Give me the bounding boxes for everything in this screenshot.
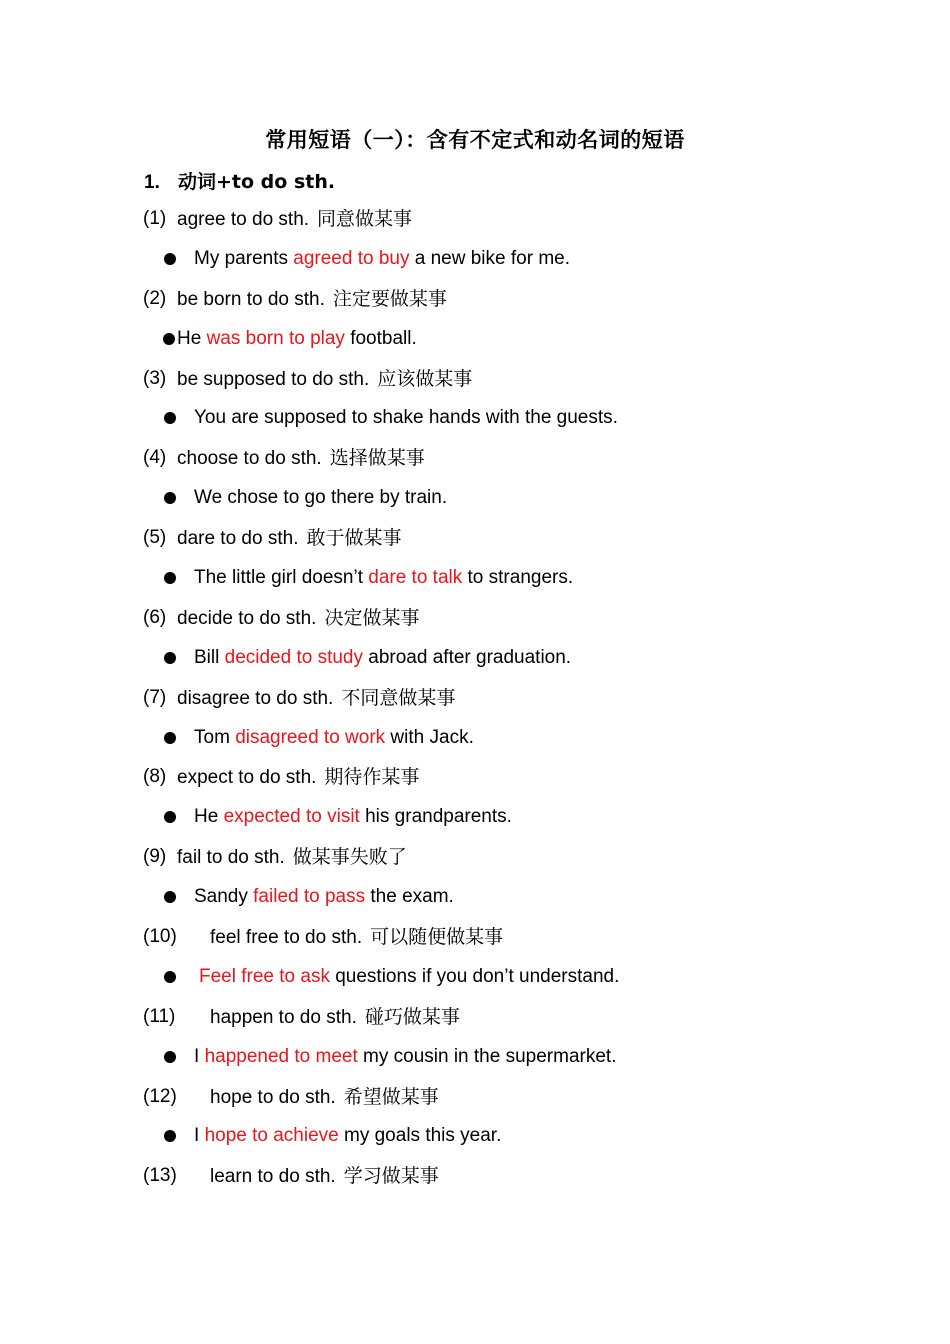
phrase-meaning: 不同意做某事	[341, 686, 456, 709]
highlighted-phrase: expected to visit	[223, 806, 360, 828]
phrase-text: hope to do sth.	[210, 1086, 336, 1108]
bullet-icon	[163, 333, 175, 345]
phrase-text: be supposed to do sth.	[177, 368, 370, 390]
phrase-text: be born to do sth.	[177, 288, 325, 310]
example-sentence: Feel free to ask questions if you don’t understand.	[0, 962, 950, 1002]
phrase-text: decide to do sth.	[177, 607, 317, 629]
phrase-item	[0, 1082, 950, 1122]
bullet-icon	[164, 652, 176, 664]
example-sentence: The little girl doesn’t dare to talk to strangers.	[0, 563, 950, 603]
phrase-item	[0, 204, 950, 244]
item-number: (10)	[143, 926, 177, 948]
phrase-item	[0, 1002, 950, 1042]
highlighted-phrase: was born to play	[206, 327, 345, 349]
bullet-icon	[164, 891, 176, 903]
highlighted-phrase: happened to meet	[204, 1045, 358, 1067]
example-sentence: We chose to go there by train.	[0, 483, 950, 523]
phrase-meaning: 碰巧做某事	[364, 1005, 460, 1028]
section-heading	[144, 167, 335, 194]
highlighted-phrase: agreed to buy	[293, 247, 410, 269]
phrase-meaning: 选择做某事	[329, 447, 425, 470]
phrase-item	[0, 762, 950, 802]
phrase-item	[0, 364, 950, 404]
section-title: 动词+to do sth.	[178, 171, 336, 193]
item-number: (3)	[143, 367, 167, 389]
phrase-list	[0, 204, 950, 1201]
phrase-item	[0, 284, 950, 324]
bullet-icon	[164, 811, 176, 823]
page-title: 常用短语（一）：含有不定式和动名词的短语	[265, 128, 685, 152]
example-sentence: I happened to meet my cousin in the supermarket.	[0, 1042, 950, 1082]
bullet-icon	[164, 1051, 176, 1063]
phrase-meaning: 决定做某事	[324, 606, 420, 629]
item-number: (8)	[143, 766, 167, 788]
phrase-meaning: 期待作某事	[324, 766, 420, 789]
item-number: (13)	[143, 1165, 177, 1187]
example-sentence: My parents agreed to buy a new bike for me.	[0, 244, 950, 284]
phrase-meaning: 学习做某事	[343, 1165, 439, 1188]
phrase-meaning: 希望做某事	[343, 1085, 439, 1108]
phrase-text: expect to do sth.	[177, 767, 317, 789]
bullet-icon	[164, 572, 176, 584]
item-number: (2)	[143, 287, 167, 309]
bullet-icon	[164, 412, 176, 424]
example-sentence: He was born to play football.	[0, 324, 950, 364]
phrase-text: happen to do sth.	[210, 1006, 357, 1028]
highlighted-phrase: failed to pass	[253, 886, 366, 908]
phrase-meaning: 注定要做某事	[332, 287, 447, 310]
example-sentence: Tom disagreed to work with Jack.	[0, 723, 950, 763]
bullet-icon	[164, 492, 176, 504]
phrase-meaning: 应该做某事	[377, 367, 473, 390]
highlighted-phrase: dare to talk	[368, 567, 463, 589]
highlighted-phrase: disagreed to work	[235, 726, 386, 748]
item-number: (9)	[143, 846, 167, 868]
bullet-icon	[164, 732, 176, 744]
example-sentence: He expected to visit his grandparents.	[0, 802, 950, 842]
bullet-icon	[164, 1130, 176, 1142]
example-sentence: Bill decided to study abroad after graduation.	[0, 643, 950, 683]
phrase-meaning: 同意做某事	[317, 208, 413, 230]
phrase-text: disagree to do sth.	[177, 687, 334, 709]
phrase-text: dare to do sth.	[177, 528, 299, 550]
phrase-item	[0, 443, 950, 483]
item-number: (1)	[143, 208, 167, 229]
highlighted-phrase: decided to study	[224, 646, 363, 668]
example-sentence: You are supposed to shake hands with the guests.	[0, 403, 950, 443]
phrase-meaning: 做某事失败了	[292, 846, 407, 869]
phrase-text: choose to do sth.	[177, 448, 322, 470]
phrase-meaning: 敢于做某事	[306, 527, 402, 550]
phrase-text: feel free to do sth.	[210, 927, 363, 949]
phrase-meaning: 可以随便做某事	[370, 926, 504, 949]
item-number: (11)	[143, 1005, 176, 1027]
bullet-icon	[164, 253, 176, 265]
bullet-icon	[164, 971, 176, 983]
phrase-item	[0, 1161, 950, 1201]
phrase-text: learn to do sth.	[210, 1166, 336, 1188]
highlighted-phrase: hope to achieve	[204, 1125, 339, 1147]
item-number: (12)	[143, 1085, 177, 1107]
phrase-item	[0, 922, 950, 962]
phrase-text: fail to do sth.	[177, 847, 285, 869]
phrase-item	[0, 842, 950, 882]
item-number: (4)	[143, 447, 167, 469]
section-number: 1.	[144, 172, 160, 193]
phrase-item	[0, 683, 950, 723]
phrase-text: agree to do sth.	[177, 209, 310, 230]
example-sentence: I hope to achieve my goals this year.	[0, 1121, 950, 1161]
phrase-item	[0, 603, 950, 643]
example-sentence: Sandy failed to pass the exam.	[0, 882, 950, 922]
item-number: (5)	[143, 527, 167, 549]
phrase-item	[0, 523, 950, 563]
highlighted-phrase: Feel free to ask	[199, 965, 330, 987]
item-number: (7)	[143, 686, 167, 708]
item-number: (6)	[143, 606, 167, 628]
